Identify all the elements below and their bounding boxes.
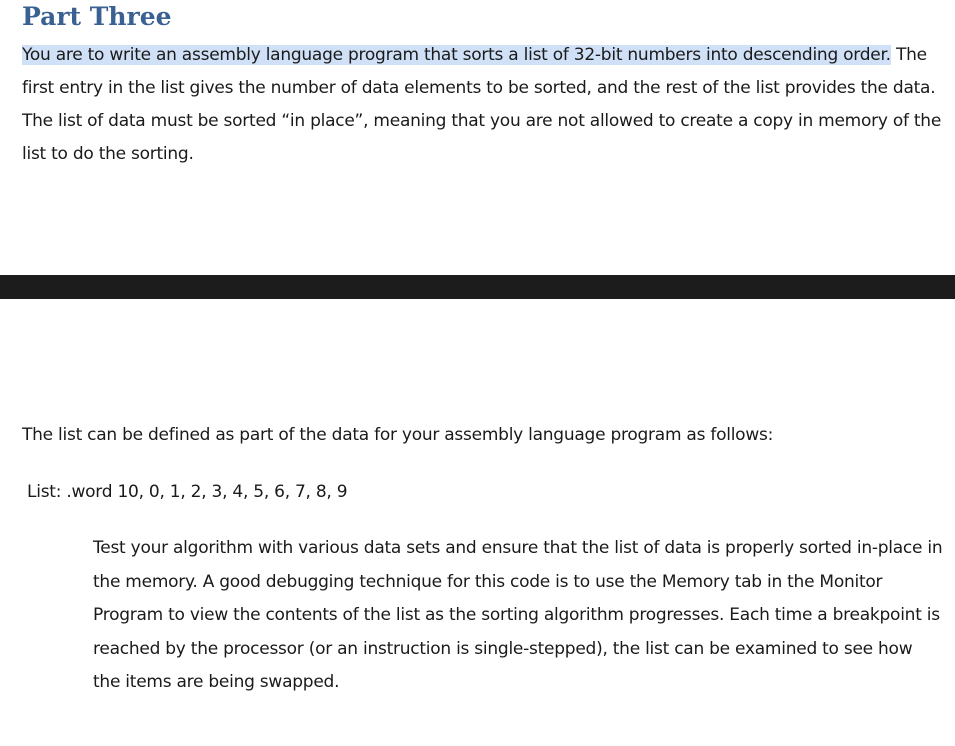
list-definition-intro: The list can be defined as part of the data for your assembly language program as follows: (22, 425, 774, 445)
testing-instructions-paragraph: Test your algorithm with various data sets and ensure that the list of data is properly sorted in-place in the memory. A good debugging technique for this code is to use the Memory tab in the Monitor Program to view the contents of the list as the sorting algorithm progresses. Each time a breakpoint is reached by the processor (or an instruction is single-stepped), the list can be examined to see how the items are being swapped. (93, 538, 943, 692)
task-description-paragraph (22, 39, 952, 171)
page-break-bar (0, 275, 955, 299)
list-word-directive: List: .word 10, 0, 1, 2, 3, 4, 5, 6, 7, 8, 9 (27, 482, 348, 502)
task-description-rest: The first entry in the list gives the number of data elements to be sorted, and the rest of the list provides the data. The list of data must be sorted “in place”, meaning that you are not allowed to create a copy in memory of the list to do the sorting. (22, 45, 942, 164)
text-selection-highlight[interactable]: You are to write an assembly language program that sorts a list of 32-bit numbers into descending order. (22, 45, 891, 65)
section-heading: Part Three (22, 2, 172, 31)
